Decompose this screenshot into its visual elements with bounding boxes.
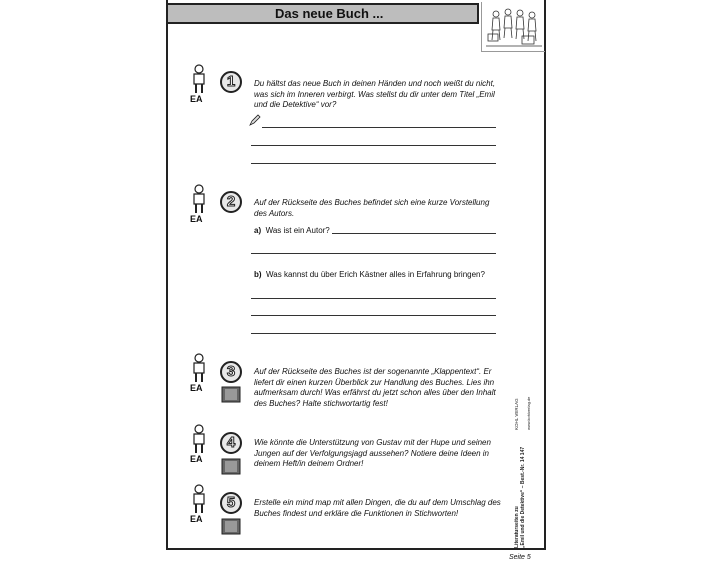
page-number: Seite 5 <box>509 554 531 561</box>
mode-label: EA <box>190 514 203 524</box>
mode-label: EA <box>190 383 203 393</box>
person-icon <box>189 64 209 94</box>
answer-line[interactable] <box>251 315 496 316</box>
person-icon <box>189 184 209 214</box>
answer-line[interactable] <box>251 163 496 164</box>
task-1-text: Du hältst das neue Buch in deinen Händen und noch weißt du nicht, was sich im Inneren verbirgt. Was stellst du dir unter dem Titel „Emil und die Detektive“ vor? <box>254 79 496 109</box>
pencil-icon <box>249 114 261 126</box>
sidebar-text: KOHL VERLAG <box>514 398 519 430</box>
task-2-text: Auf der Rückseite des Buches befindet sich eine kurze Vorstellung des Autors. <box>254 198 490 218</box>
person-icon <box>189 484 209 514</box>
answer-line[interactable] <box>262 127 496 128</box>
question-b: b) Was kannst du über Erich Kästner alles in Erfahrung bringen? <box>254 270 485 279</box>
book-icon <box>221 518 241 535</box>
answer-line[interactable] <box>251 298 496 299</box>
page-title: Das neue Buch ... <box>275 6 384 21</box>
sidebar-text: Literaturseiten zu <box>514 506 520 548</box>
task-3-text: Auf der Rückseite des Buches ist der sogenannte „Klappentext“. Er liefert dir einen kurzen Überblick zur Handlung des Buches. Lies ihn aufmerksam durch! Was erfährst du jetzt schon alles über den Inhalt des Buches? Halte stichwortartig fest! <box>254 367 496 408</box>
sidebar-text: „Emil und die Detektive“ – Best.-Nr. 14 147 <box>520 446 526 548</box>
task-number-badge: 4 <box>220 432 242 454</box>
mode-label: EA <box>190 454 203 464</box>
question-a: a) Was ist ein Autor? <box>254 226 330 235</box>
publisher-sidebar <box>512 380 534 550</box>
task-4-text: Wie könnte die Unterstützung von Gustav mit der Hupe und seinen Jungen auf der Verfolgungsjagd aussehen? Notiere deine Ideen in deinem Heft/in deinem Ordner! <box>254 438 491 468</box>
illustration-children <box>481 2 545 52</box>
task-number-badge: 3 <box>220 361 242 383</box>
task-number-badge: 2 <box>220 191 242 213</box>
sidebar-text: www.kohlverlag.de <box>526 396 531 430</box>
answer-line[interactable] <box>251 333 496 334</box>
answer-line[interactable] <box>251 253 496 254</box>
person-icon <box>189 424 209 454</box>
task-5-text: Erstelle ein mind map mit allen Dingen, die du auf dem Umschlag des Buches findest und erkläre die Funktionen in Stichworten! <box>254 498 501 518</box>
task-number-badge: 1 <box>220 71 242 93</box>
book-icon <box>221 458 241 475</box>
task-number-badge: 5 <box>220 492 242 514</box>
mode-label: EA <box>190 94 203 104</box>
mode-label: EA <box>190 214 203 224</box>
answer-line[interactable] <box>332 233 496 234</box>
person-icon <box>189 353 209 383</box>
book-icon <box>221 386 241 403</box>
answer-line[interactable] <box>251 145 496 146</box>
